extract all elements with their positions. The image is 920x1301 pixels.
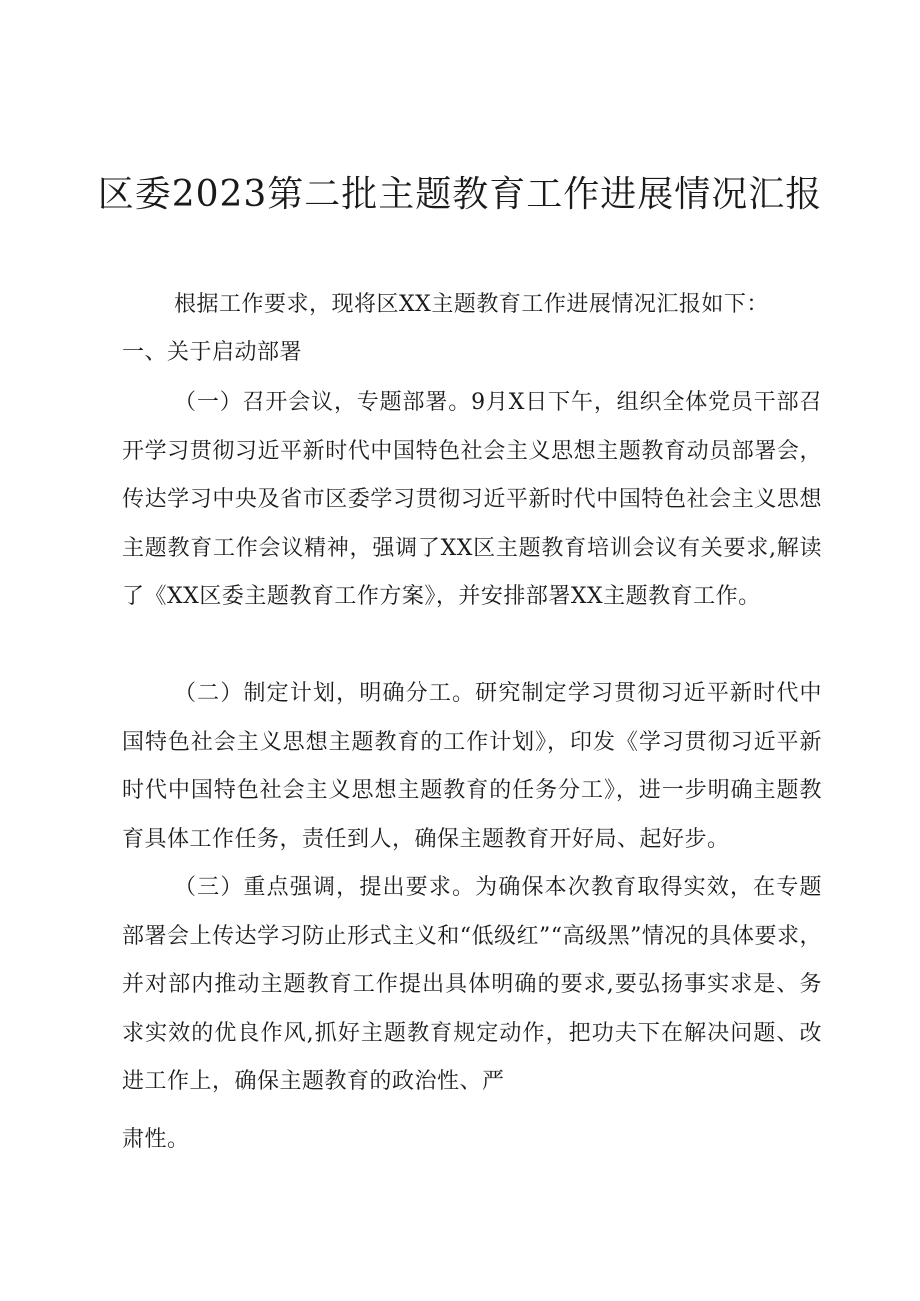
document-title: 区委2023第二批主题教育工作进展情况汇报 [97,174,823,215]
paragraph-meeting-deployment: （一）召开会议，专题部署。9月X日下午，组织全体党员干部召开学习贯彻习近平新时代中国特色社会主义思想主题教育动员部署会，传达学习中央及省市区委学习贯彻习近平新时代中国特色社会主义思想主题教育工作会议精神，强调了XX区主题教育培训会议有关要求,解读了《XX区委主题教育工作方案》，并安排部署XX主题教育工作。 [122,390,822,610]
paragraph-key-requirements: （三）重点强调，提出要求。为确保本次教育取得实效，在专题部署会上传达学习防止形式主义和“低级红”“高级黑”情况的具体要求，并对部内推动主题教育工作提出具体明确的要求,要弘扬事实求是、务求实效的优良作风,抓好主题教育规定动作，把功夫下在解决问题、改进工作上，确保主题教育的政治性、严 [122,875,822,1095]
paragraph-tail: 肃性。 [122,1127,190,1152]
intro-line: 根据工作要求，现将区XX主题教育工作进展情况汇报如下： [174,292,769,317]
paragraph-plan-division: （二）制定计划，明确分工。研究制定学习贯彻习近平新时代中国特色社会主义思想主题教育的工作计划》，印发《学习贯彻习近平新时代中国特色社会主义思想主题教育的任务分工》，进一步明确主题教育具体工作任务，责任到人，确保主题教育开好局、起好步。 [122,681,822,852]
section-heading-launch: 一、关于启动部署 [122,340,303,365]
